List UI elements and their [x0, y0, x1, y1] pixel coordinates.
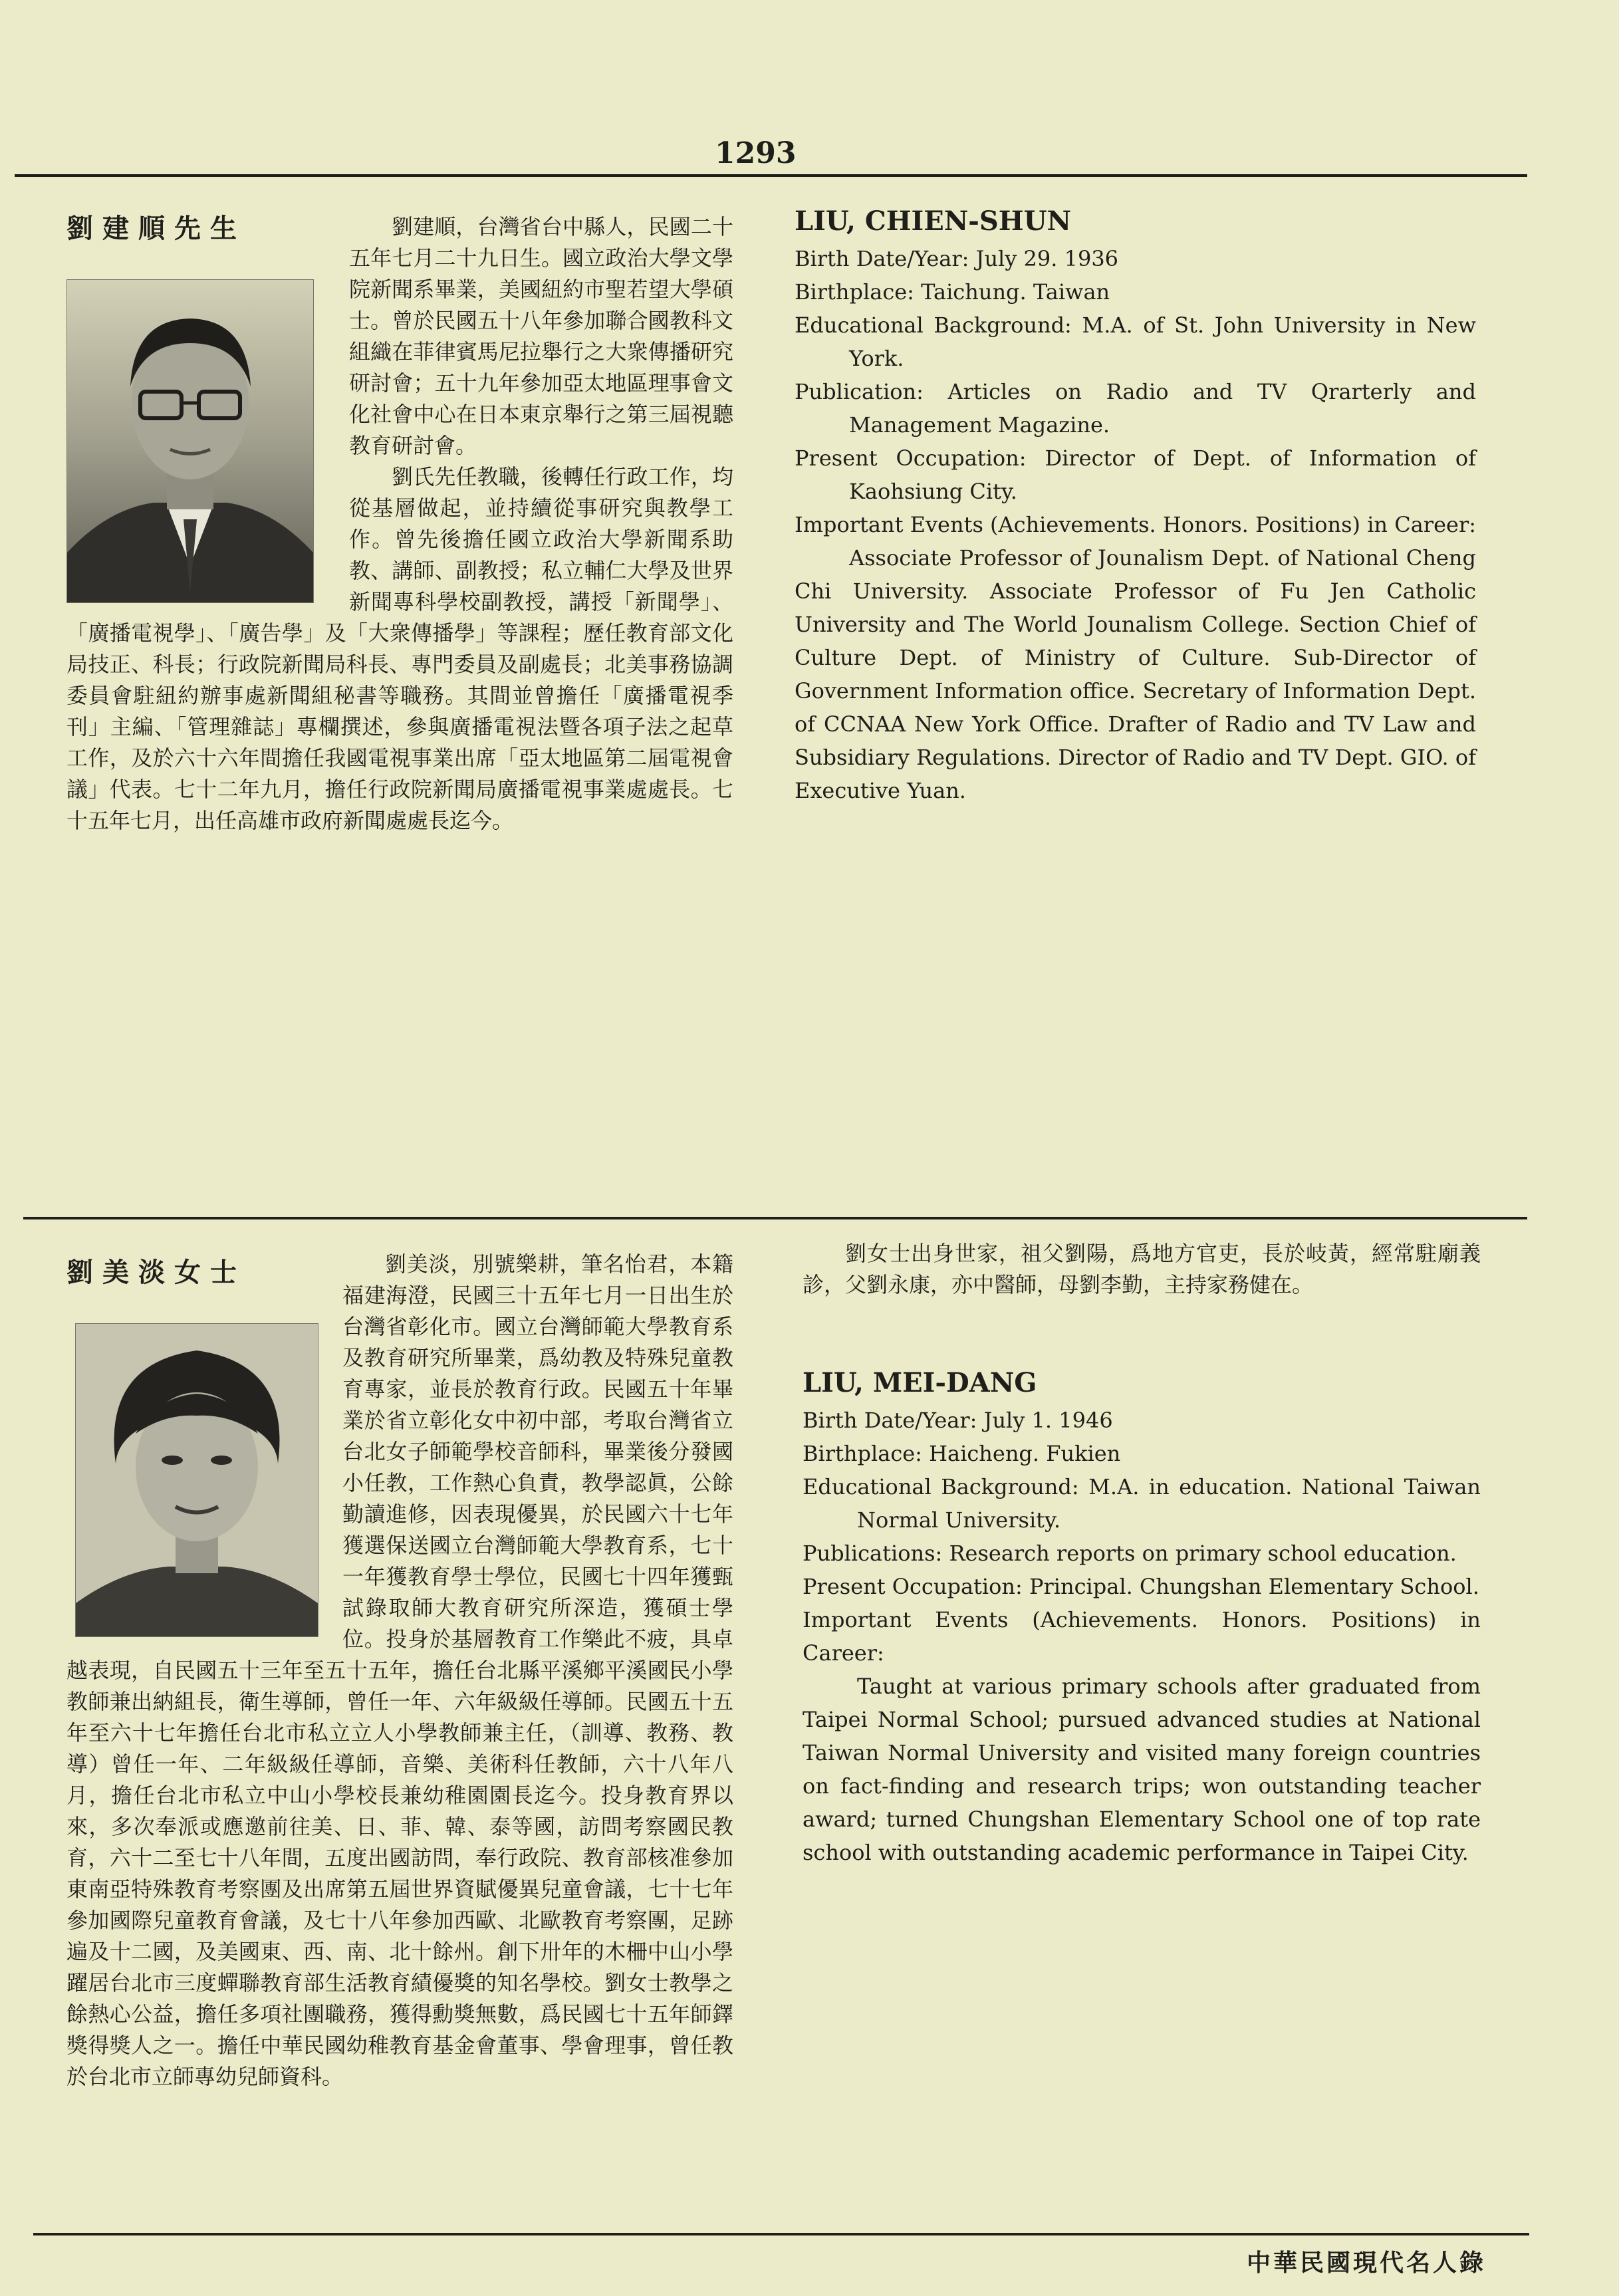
entry-2-bio-zh-para-1: 劉美淡，別號樂耕，筆名怡君，本籍福建海澄，民國三十五年七月一日出生於台灣省彰化市。國立台灣師範大學教育系及教育研究所畢業，爲幼教及特殊兒童教育專家，並長於教育行政。民國五十年畢業於省立彰化女中初中部，考取台灣省立台北女子師範學校音師科，畢業後分發國小任教，工作熱心負責，教學認眞，公餘勤讀進修，因表現優異，於民國六十七年獲選保送國立台灣師範大學教育系，七十一年獲教育學士學位，民國七十四年獲甄試錄取師大教育研究所深造，獲碩士學位。投身於基層教育工作樂此不疲，具卓越表現，自民國五十三年至五十五年，擔任台北縣平溪鄉平溪國民小學教師兼出納組長，衛生導師，曾任一年、六年級級任導師。民國五十五年至六十七年擔任台北市私立立人小學教師兼主任，（訓導、教務、教導）曾任一年、二年級級任導師，音樂、美術科任教師，六十八年八月，擔任台北市私立中山小學校長兼幼稚園園長迄今。投身教育界以來，多次奉派或應邀前往美、日、菲、韓、泰等國，訪問考察國民教育，六十二至七十八年間，五度出國訪問，奉行政院、教育部核准參加東南亞特殊教育考察團及出席第五屆世界資賦優異兒童會議，七十七年參加國際兒童教育會議，及七十八年參加西歐、北歐教育考察團，足跡遍及十二國，及美國東、西、南、北十餘州。創下卅年的木柵中山小學躍居台北市三度蟬聯教育部生活教育績優獎的知名學校。劉女士教學之餘熱心公益，擔任多項社團職務，獲得勳獎無數，爲民國七十五年師鐸獎得獎人之一。擔任中華民國幼稚教育基金會董事、學會理事，曾任教於台北市立師專幼兒師資科。 [66, 1251, 733, 2089]
entry-1-bio-zh [66, 211, 733, 836]
header-rule [15, 174, 1527, 177]
entry-2-bio-zh-para-2: 劉女士出身世家，祖父劉陽，爲地方官吏，長於岐黃，經常駐廟義診，父劉永康，亦中醫師，母劉李勤，主持家務健在。 [803, 1241, 1481, 1297]
entry-1-publication: Publication: Articles on Radio and TV Qrarterly and Management Magazine. [795, 379, 1476, 438]
entry-2-occupation: Present Occupation: Principal. Chungshan Elementary School. [803, 1574, 1479, 1599]
footer-rule [33, 2233, 1529, 2235]
entry-1-english-block [795, 205, 1476, 807]
page-number: 1293 [715, 136, 797, 170]
entry-2-name-zh: 劉美淡女士 [66, 1257, 246, 1288]
entry-2-english-block [803, 1366, 1481, 1869]
entry-2-education: Educational Background: M.A. in education. National Taiwan Normal University. [803, 1474, 1481, 1533]
entry-1-birthplace: Birthplace: Taichung. Taiwan [795, 279, 1110, 305]
entry-2-events-label: Important Events (Achievements. Honors. Positions) in Career: [803, 1607, 1481, 1666]
entry-1-bio-zh-para-1: 劉建順，台灣省台中縣人，民國二十五年七月二十九日生。國立政治大學文學院新聞系畢業，美國紐約市聖若望大學碩士。曾於民國五十八年參加聯合國教科文組織在菲律賓馬尼拉舉行之大衆傳播研究研討會；五十九年參加亞太地區理事會文化社會中心在日本東京舉行之第三屆視聽教育研討會。 [349, 214, 733, 458]
entry-1-events: Associate Professor of Jounalism Dept. of National Cheng Chi University. Associate Professor of Fu Jen Catholic University and The World Jounalism College. Section Chief of Culture Dept. of Ministry of Culture. Sub-Director of Government Information office. Secretary of Information Dept. of CCNAA New York Office. Drafter of Radio and TV Law and Subsidiary Regulations. Director of Radio and TV Dept. GIO. of Executive Yuan. [795, 545, 1476, 803]
entry-1-name-zh: 劉建順先生 [66, 213, 246, 244]
entry-1-events-label: Important Events (Achievements. Honors. Positions) in Career: [795, 512, 1477, 537]
entry-2-bio-zh [66, 1249, 733, 2093]
entry-2-birthplace: Birthplace: Haicheng. Fukien [803, 1441, 1121, 1466]
section-divider [23, 1217, 1527, 1219]
book-title-footer: 中華民國現代名人錄 [1246, 2249, 1486, 2277]
entry-1-bio-zh-para-2: 劉氏先任教職，後轉任行政工作，均從基層做起，並持續從事研究與教學工作。曾先後擔任國立政治大學新聞系助教、講師、副教授；私立輔仁大學及世界新聞專科學校副教授，講授「新聞學」、「廣播電視學」、「廣告學」及「大衆傳播學」等課程；歷任教育部文化局技正、科長；行政院新聞局科長、專門委員及副處長；北美事務協調委員會駐紐約辦事處新聞組秘書等職務。其間並曾擔任「廣播電視季刊」主編、「管理雜誌」專欄撰述，參與廣播電視法暨各項子法之起草工作，及於六十六年間擔任我國電視事業出席「亞太地區第二屆電視會議」代表。七十二年九月，擔任行政院新聞局廣播電視事業處處長。七十五年七月，出任高雄市政府新聞處處長迄今。 [66, 464, 733, 833]
entry-2-events: Taught at various primary schools after graduated from Taipei Normal School; pursued advanced studies at National Taiwan Normal University and visited many foreign countries on fact-finding and research trips; won outstanding teacher award; turned Chungshan Elementary School one of top rate school with outstanding academic performance in Taipei City. [803, 1674, 1481, 1865]
entry-2-birth-date: Birth Date/Year: July 1. 1946 [803, 1408, 1113, 1433]
entry-1-occupation: Present Occupation: Director of Dept. of Information of Kaohsiung City. [795, 446, 1476, 504]
entry-1-birth-date: Birth Date/Year: July 29. 1936 [795, 246, 1119, 271]
entry-2-bio-zh-continued [803, 1238, 1481, 1301]
entry-2-name-en: LIU, MEI-DANG [803, 1367, 1037, 1398]
entry-1-education: Educational Background: M.A. of St. John University in New York. [795, 313, 1476, 371]
entry-1-name-en: LIU, CHIEN-SHUN [795, 205, 1072, 237]
entry-2-publications: Publications: Research reports on primary school education. [803, 1541, 1457, 1566]
